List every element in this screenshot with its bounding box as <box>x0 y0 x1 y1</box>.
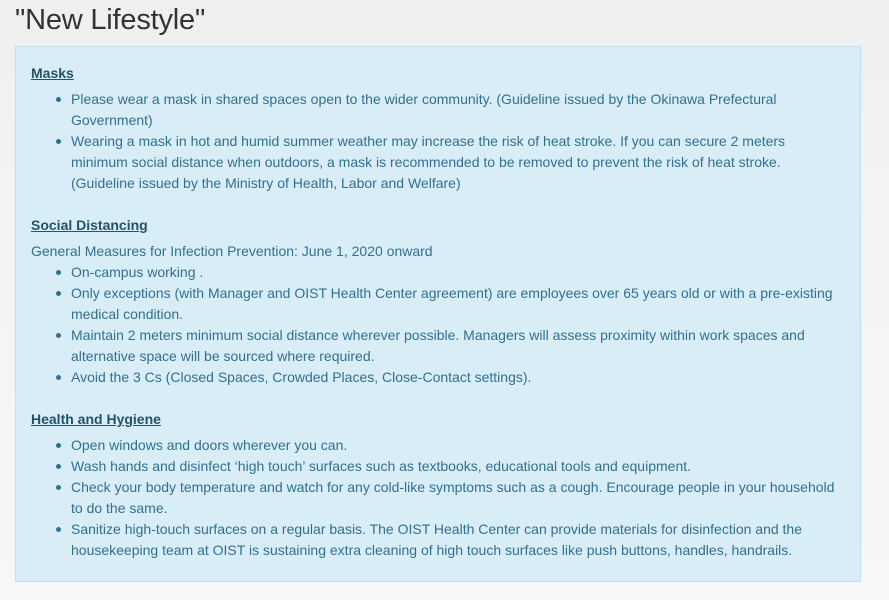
bullet-list-health-hygiene <box>31 435 844 561</box>
section-intro-social-distancing: General Measures for Infection Prevention: June 1, 2020 onward <box>31 243 433 259</box>
page-title: "New Lifestyle" <box>15 4 206 36</box>
section-heading-health-hygiene[interactable]: Health and Hygiene <box>31 411 161 427</box>
list-item: Wash hands and disinfect ‘high touch’ surfaces such as textbooks, educational tools and equipment. <box>71 456 844 477</box>
list-item: Only exceptions (with Manager and OIST Health Center agreement) are employees over 65 years old or with a pre-existing medical condition. <box>71 283 844 325</box>
info-panel <box>15 46 861 582</box>
section-health-hygiene <box>31 409 844 561</box>
list-item: Maintain 2 meters minimum social distance wherever possible. Managers will assess proximity within work spaces and alternative space will be sourced where required. <box>71 325 844 367</box>
bullet-list-masks <box>31 89 844 194</box>
list-item: Avoid the 3 Cs (Closed Spaces, Crowded Places, Close-Contact settings). <box>71 367 844 388</box>
list-item: Please wear a mask in shared spaces open to the wider community. (Guideline issued by the Okinawa Prefectural Government) <box>71 89 844 131</box>
section-heading-masks[interactable]: Masks <box>31 65 74 81</box>
section-social-distancing <box>31 215 844 388</box>
list-item: Wearing a mask in hot and humid summer weather may increase the risk of heat stroke. If you can secure 2 meters minimum social distance when outdoors, a mask is recommended to be removed to prevent the risk of heat stroke. (Guideline issued by the Ministry of Health, Labor and Welfare) <box>71 131 844 194</box>
list-item: Open windows and doors wherever you can. <box>71 435 844 456</box>
list-item: Check your body temperature and watch for any cold-like symptoms such as a cough. Encourage people in your household to do the same. <box>71 477 844 519</box>
section-heading-social-distancing[interactable]: Social Distancing <box>31 217 148 233</box>
bullet-list-social-distancing <box>31 262 844 388</box>
list-item: Sanitize high-touch surfaces on a regular basis. The OIST Health Center can provide materials for disinfection and the housekeeping team at OIST is sustaining extra cleaning of high touch surfaces like push buttons, handles, handrails. <box>71 519 844 561</box>
section-masks <box>31 63 844 194</box>
list-item: On-campus working . <box>71 262 844 283</box>
